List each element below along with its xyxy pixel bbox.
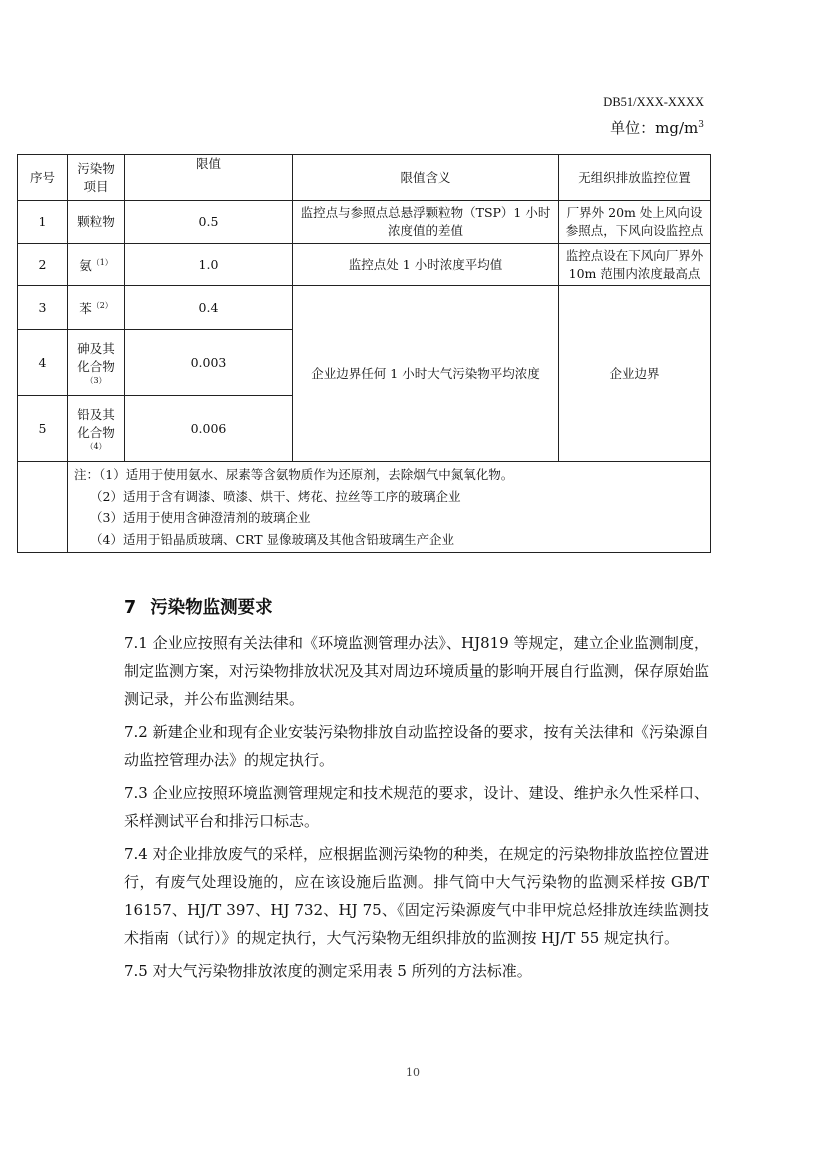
row-limit: 0.006 (125, 396, 293, 462)
row-pollutant: 苯$^{(2)}$ (68, 286, 125, 330)
table-notes (68, 462, 711, 553)
table-row (18, 201, 711, 244)
note-ref: （3） (85, 376, 107, 385)
paragraph-7-5: 7.5 对大气污染物排放浓度的测定采用表 5 所列的方法标准。 (124, 962, 532, 980)
merged-meaning: 企业边界任何 1 小时大气污染物平均浓度 (293, 286, 559, 462)
emission-limits-table (17, 154, 711, 553)
document-code: DB51/XXX-XXXX (603, 95, 704, 109)
row-limit: 0.003 (125, 330, 293, 396)
note-line: （4）适用于铅晶质玻璃、CRT 显像玻璃及其他含铅玻璃生产企业 (90, 531, 455, 547)
row-meaning: 监控点处 1 小时浓度平均值 (293, 244, 559, 286)
row-pollutant: 砷及其化合物 （3） (68, 330, 125, 396)
note-line: （3）适用于使用含砷澄清剂的玻璃企业 (90, 510, 311, 525)
row-limit: 0.5 (125, 201, 293, 244)
row-pollutant: 铅及其化合物 （4） (68, 396, 125, 462)
section-heading (124, 594, 273, 619)
col-header-meaning: 限值含义 (293, 155, 559, 201)
note-line: 注：（1）适用于使用氨水、尿素等含氨物质作为还原剂，去除烟气中氮氧化物。 (74, 467, 514, 482)
row-seq: 3 (18, 286, 68, 330)
paragraph-7-3: 7.3 企业应按照环境监测管理规定和技术规范的要求，设计、建设、维护永久性采样口、采样测试平台和排污口标志。 (124, 784, 709, 830)
row-pollutant: 氨$^{(1)}$ (68, 244, 125, 286)
row-seq: 4 (18, 330, 68, 396)
paragraph-7-2: 7.2 新建企业和现有企业安装污染物排放自动监控设备的要求，按有关法律和《污染源自动监控管理办法》的规定执行。 (124, 723, 709, 769)
section-number: 7 (124, 598, 137, 618)
col-header-seq: 序号 (18, 155, 68, 201)
note-ref: （1） (91, 257, 113, 267)
col-header-pollutant: 污染物项目 (68, 155, 125, 201)
row-pollutant: 颗粒物 (68, 201, 125, 244)
merged-location: 企业边界 (559, 286, 711, 462)
note-line: （2）适用于含有调漆、喷漆、烘干、烤花、拉丝等工序的玻璃企业 (90, 488, 461, 504)
col-header-limit: 限值 (125, 155, 293, 201)
row-seq: 2 (18, 244, 68, 286)
table-row (18, 286, 711, 330)
row-seq: 5 (18, 396, 68, 462)
note-ref: （4） (85, 442, 107, 451)
row-limit: 1.0 (125, 244, 293, 286)
row-seq: 1 (18, 201, 68, 244)
row-location: 厂界外 20m 处上风向设参照点，下风向设监控点 (559, 201, 711, 244)
section-title: 污染物监测要求 (150, 598, 273, 618)
row-location: 监控点设在下风向厂界外 10m 范围内浓度最高点 (559, 244, 711, 286)
notes-row (18, 462, 711, 553)
page-number: 10 (406, 1066, 420, 1079)
paragraph-7-4: 7.4 对企业排放废气的采样，应根据监测污染物的种类，在规定的污染物排放监控位置进行，有废气处理设施的，应在该设施后监测。排气筒中大气污染物的监测采样按 GB/T 16157、HJ/T 397、HJ 732、HJ 75、《固定污染源废气中非甲烷总烃排放连续监测技术指南（试行）》的规定执行，大气污染物无组织排放的监测按 HJ/T 55 规定执行。 (124, 845, 709, 947)
paragraph-7-1: 7.1 企业应按照有关法律和《环境监测管理办法》、HJ819 等规定，建立企业监测制度，制定监测方案，对污染物排放状况及其对周边环境质量的影响开展自行监测，保存原始监测记录，并公布监测结果。 (124, 634, 710, 708)
col-header-location: 无组织排放监控位置 (559, 155, 711, 201)
row-limit: 0.4 (125, 286, 293, 330)
table-header-row (18, 155, 711, 201)
row-meaning: 监控点与参照点总悬浮颗粒物（TSP）1 小时浓度值的差值 (293, 201, 559, 244)
note-ref: （2） (91, 300, 113, 310)
section-body (124, 629, 709, 985)
unit-label: 单位：$mg/m^3$ (610, 119, 704, 137)
table-row (18, 244, 711, 286)
